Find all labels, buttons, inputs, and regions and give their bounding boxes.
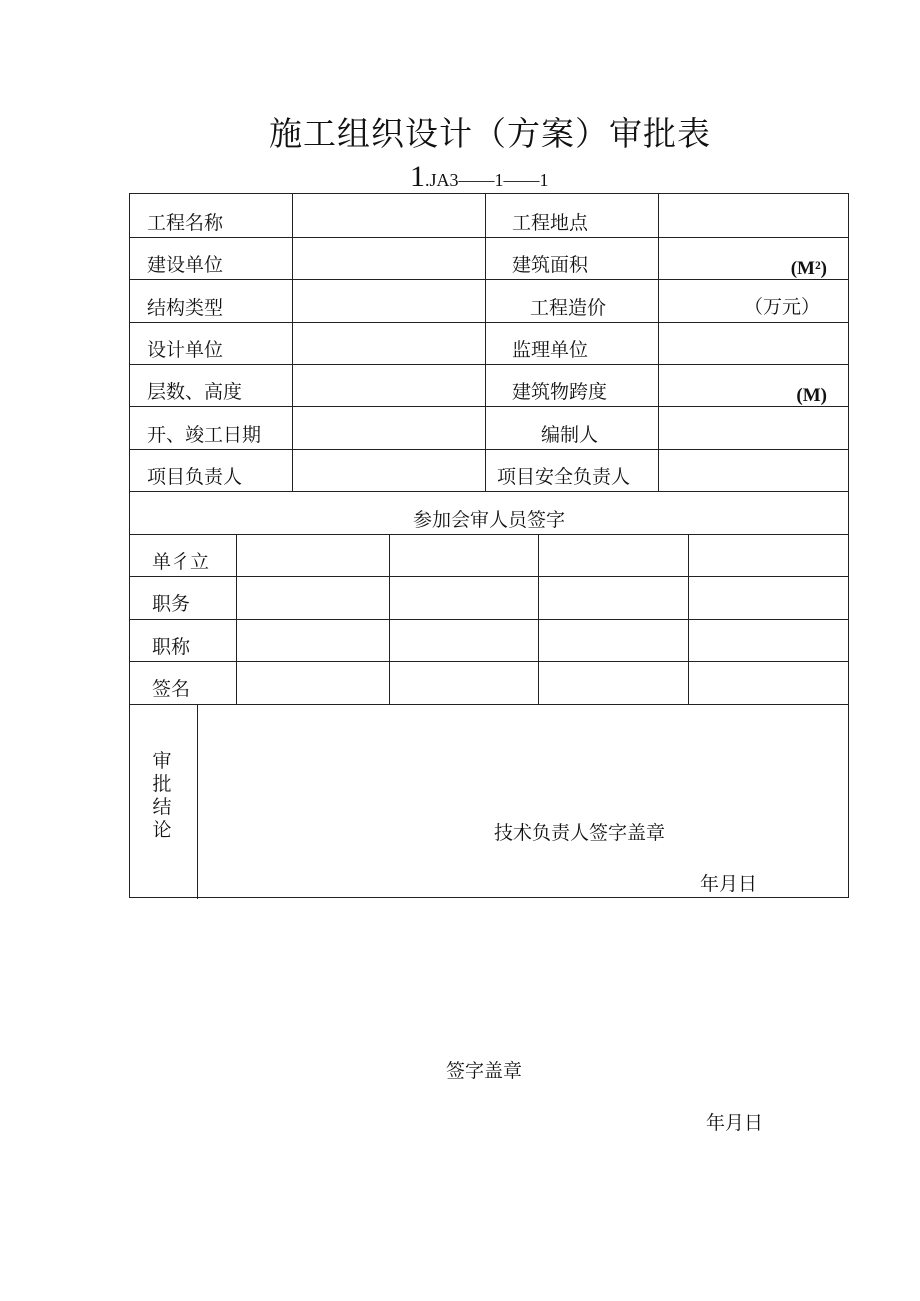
- footer-signature: 签字盖章: [446, 1060, 523, 1082]
- label-compiler: 编制人: [541, 424, 599, 446]
- participant-row-label: 单彳立: [152, 551, 210, 573]
- participant-row-label: 签名: [152, 678, 191, 700]
- form-code-lead: 1: [410, 160, 425, 193]
- label-project-name: 工程名称: [147, 212, 224, 234]
- form-code-rest: .JA3——1——1: [425, 170, 549, 190]
- label-project-cost: 工程造价: [530, 297, 607, 319]
- approval-date: 年月日: [700, 873, 758, 895]
- tech-lead-signature: 技术负责人签字盖章: [494, 822, 666, 844]
- form-code: [410, 160, 549, 194]
- approval-form-table: [129, 193, 849, 898]
- participants-header: 参加会审人员签字: [412, 509, 565, 531]
- label-project-location: 工程地点: [512, 212, 589, 234]
- unit-cost: （万元）: [743, 296, 820, 318]
- label-construction-unit: 建设单位: [147, 254, 224, 276]
- approval-label-char: 论: [152, 819, 172, 841]
- form-title: 施工组织设计（方案）审批表: [269, 114, 711, 153]
- participant-row-label: 职称: [152, 636, 191, 658]
- label-structure-type: 结构类型: [147, 297, 224, 319]
- label-start-end-date: 开、竣工日期: [147, 424, 262, 446]
- label-project-manager: 项目负责人: [147, 466, 243, 488]
- footer-date: 年月日: [706, 1112, 764, 1134]
- approval-label-char: 结: [152, 796, 172, 818]
- label-floors-height: 层数、高度: [147, 381, 243, 403]
- approval-label-char: 审: [152, 750, 172, 772]
- label-design-unit: 设计单位: [147, 339, 224, 361]
- unit-area: (M²): [790, 258, 827, 279]
- approval-label-char: 批: [152, 773, 172, 795]
- label-safety-manager: 项目安全负责人: [497, 466, 631, 488]
- label-building-span: 建筑物跨度: [512, 381, 608, 403]
- participant-row-label: 职务: [152, 593, 191, 615]
- approval-label: [130, 704, 197, 899]
- label-building-area: 建筑面积: [512, 254, 589, 276]
- label-supervision-unit: 监理单位: [512, 339, 589, 361]
- unit-span: (M): [796, 385, 827, 406]
